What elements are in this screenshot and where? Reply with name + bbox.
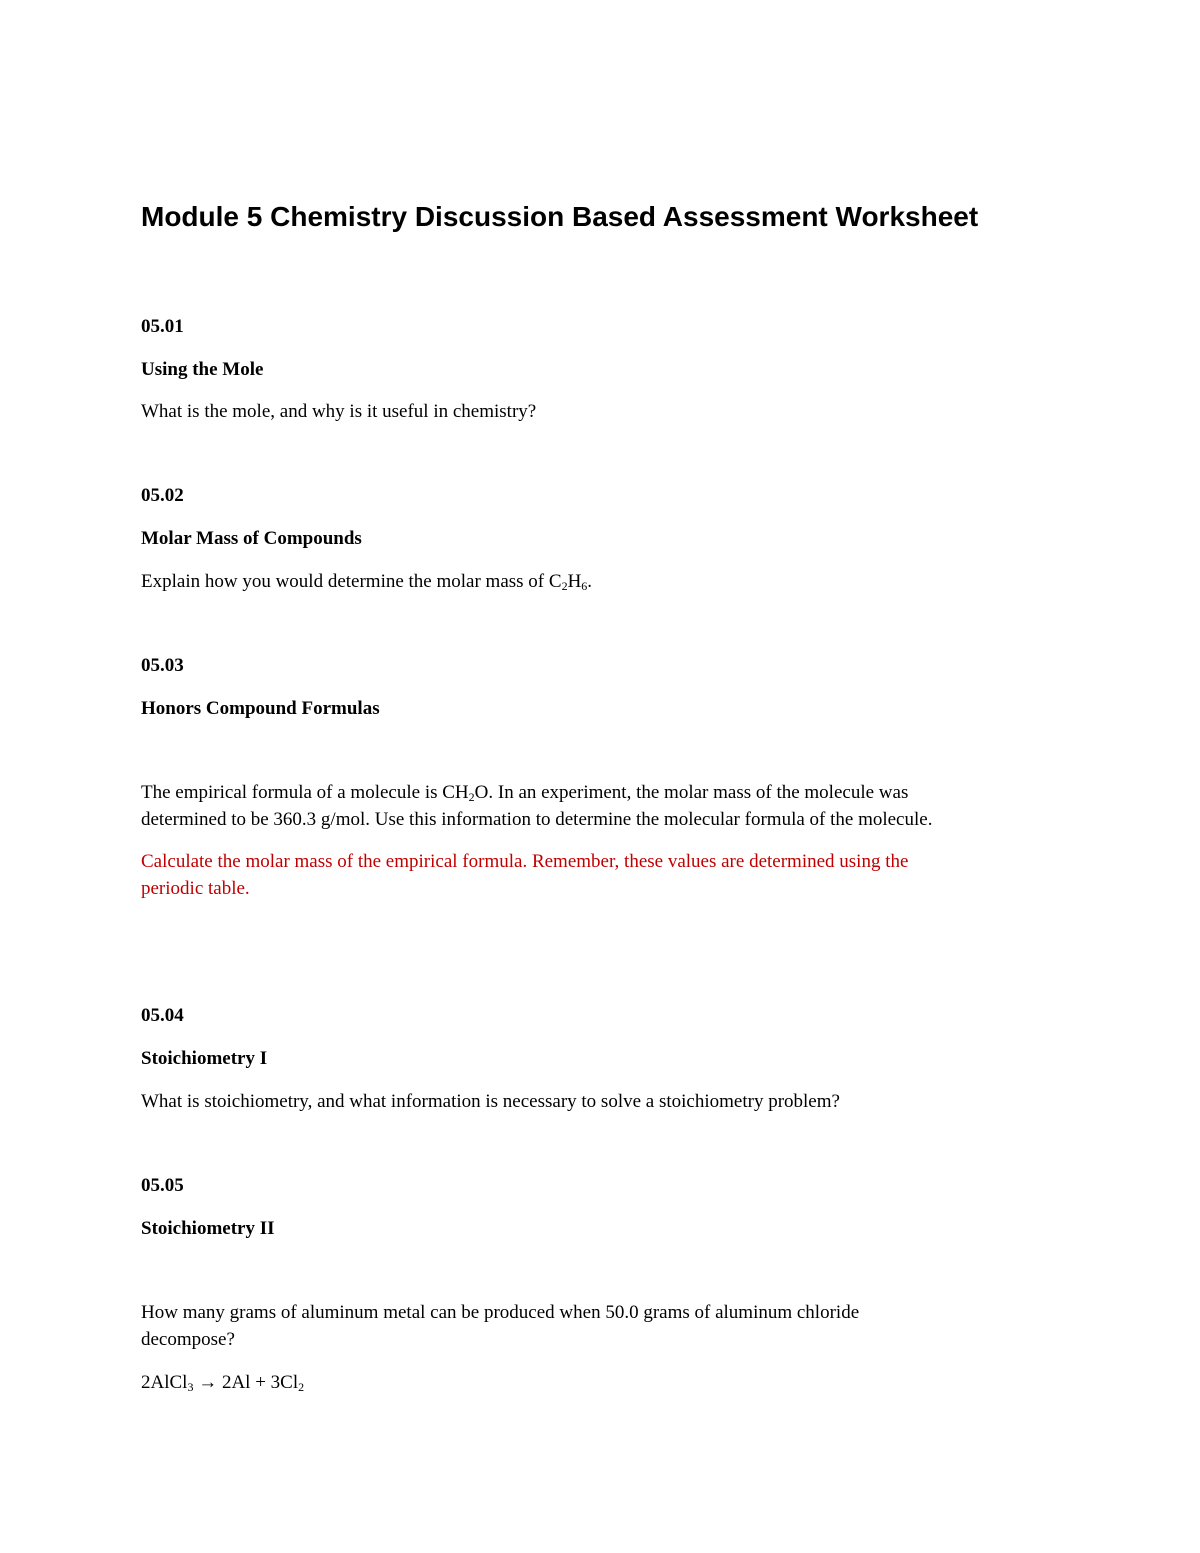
equation-products: → 2Al + 3Cl xyxy=(193,1372,299,1393)
subscript: 2 xyxy=(298,1380,305,1394)
question-0502 xyxy=(141,568,592,595)
section-number-0503: 05.03 xyxy=(141,655,184,676)
question-0503-text: O. In an experiment, the molar mass of the molecule was xyxy=(474,782,909,803)
page-title: Module 5 Chemistry Discussion Based Assessment Worksheet xyxy=(141,201,979,232)
subscript: 6 xyxy=(581,579,588,593)
section-number-0502: 05.02 xyxy=(141,485,184,506)
section-heading-using-the-mole: Using the Mole xyxy=(141,359,264,380)
section-number-0505: 05.05 xyxy=(141,1175,184,1196)
hint-note-line1: Calculate the molar mass of the empirical formula. Remember, these values are determined using the xyxy=(141,851,909,872)
section-heading-stoichiometry-i: Stoichiometry I xyxy=(141,1048,268,1069)
section-heading-molar-mass: Molar Mass of Compounds xyxy=(141,528,362,549)
equation-reactant: 2AlCl xyxy=(141,1372,188,1393)
section-heading-honors-compound-formulas: Honors Compound Formulas xyxy=(141,698,380,719)
hint-note-line2: periodic table. xyxy=(141,878,250,899)
question-0503-line2: determined to be 360.3 g/mol. Use this information to determine the molecular formula of the molecule. xyxy=(141,809,933,830)
question-0505-line1: How many grams of aluminum metal can be produced when 50.0 grams of aluminum chloride xyxy=(141,1302,860,1323)
question-0502-text: H xyxy=(567,571,582,592)
question-0501: What is the mole, and why is it useful in chemistry? xyxy=(141,401,537,422)
subscript: 3 xyxy=(187,1380,194,1394)
question-0502-text: . xyxy=(587,571,593,592)
subscript: 2 xyxy=(561,579,568,593)
question-0503-text: The empirical formula of a molecule is CH xyxy=(141,782,469,803)
question-0504: What is stoichiometry, and what information is necessary to solve a stoichiometry problem? xyxy=(141,1091,840,1112)
question-0505-line2: decompose? xyxy=(141,1329,235,1350)
section-number-0501: 05.01 xyxy=(141,316,184,337)
subscript: 2 xyxy=(468,790,475,804)
question-0502-text: Explain how you would determine the molar mass of C xyxy=(141,571,562,592)
chemical-equation xyxy=(141,1369,304,1396)
section-number-0504: 05.04 xyxy=(141,1005,184,1026)
section-heading-stoichiometry-ii: Stoichiometry II xyxy=(141,1218,275,1239)
question-0503-line1 xyxy=(141,779,908,806)
